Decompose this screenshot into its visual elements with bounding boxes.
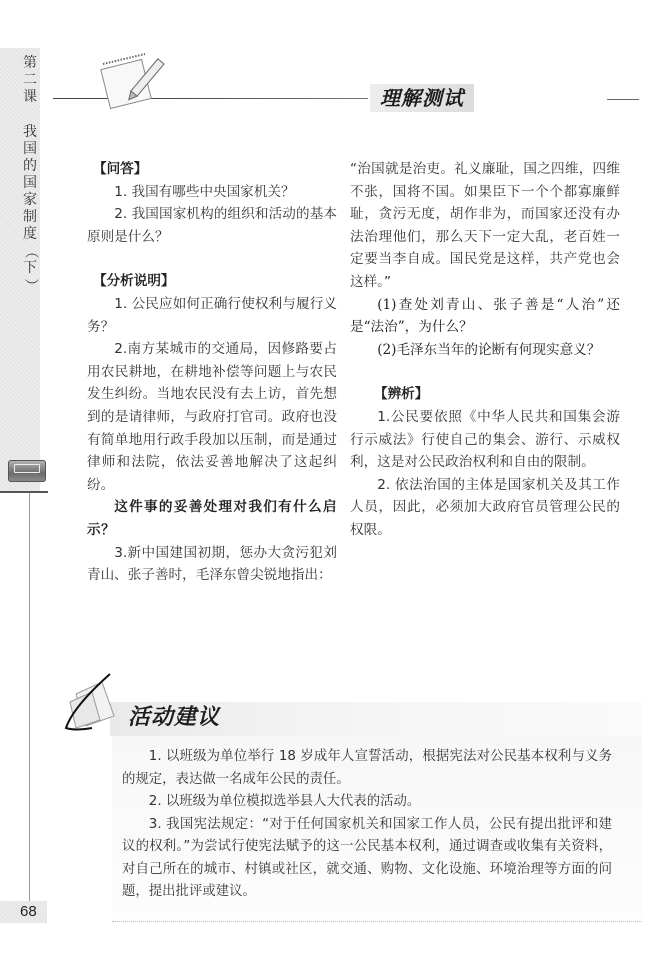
sub-question: (1)查处刘青山、张子善是“人治”还是“法治”，为什么？ bbox=[350, 296, 620, 336]
qa-item: 1. 我国有哪些中央国家机关？ bbox=[114, 183, 295, 200]
header-rule bbox=[148, 98, 368, 99]
spacer bbox=[350, 361, 620, 383]
sub-question: (2)毛泽东当年的论断有何现实意义？ bbox=[377, 341, 601, 358]
section-title-activity-suggestions: 活动建议 bbox=[128, 705, 221, 730]
spacer bbox=[87, 248, 337, 270]
activity-item: 1. 以班级为单位举行 18 岁成年人宣誓活动，根据宪法对公民基本权利与义务的规定，表达做一名成年公民的责任。 bbox=[122, 749, 612, 787]
chapter-char: 第 bbox=[23, 55, 37, 71]
title-char: 度 bbox=[23, 226, 37, 242]
title-char: 的 bbox=[23, 158, 37, 174]
divider bbox=[0, 491, 48, 493]
discrimination-heading: 【辨析】 bbox=[374, 386, 429, 403]
left-column bbox=[87, 158, 337, 587]
title-char: （ bbox=[22, 244, 39, 259]
header-rule-tail bbox=[607, 99, 639, 100]
analysis-heading: 【分析说明】 bbox=[93, 273, 175, 290]
mao-quote: “治国就是治吏。礼义廉耻，国之四维，四维不张，国将不国。如果臣下一个个都寡廉鲜耻，贪污无度，胡作非为，而国家还没有办法治理他们，那么天下一定大乱，老百姓一定要当李自成。国民党是这样，共产党也会这样。” bbox=[350, 161, 620, 290]
chapter-title-vertical bbox=[22, 55, 38, 294]
discrimination-item: 1.公民要依照《中华人民共和国集会游行示威法》行使自己的集会、游行、示威权利，这是对公民政治权利和自由的限制。 bbox=[350, 408, 620, 471]
spacer bbox=[22, 106, 38, 124]
paper-swoosh-icon bbox=[62, 672, 120, 732]
title-char: 国 bbox=[23, 175, 37, 191]
activity-item: 2. 以班级为单位模拟选举县人大代表的活动。 bbox=[148, 794, 421, 809]
analysis-question: 这件事的妥善处理对我们有什么启示？ bbox=[87, 499, 337, 538]
page-number: 68 bbox=[20, 903, 37, 920]
activity-item: 3. 我国宪法规定：“对于任何国家机关和国家工作人员，公民有提出批评和建议的权利。”为尝试行使宪法赋予的这一公民基本权利，通过调查或收集有关资料，对自己所在的城市、村镇或社区，就交通、购物、文化设施、环境治理等方面的问题，提出批评或建议。 bbox=[122, 816, 612, 899]
analysis-item: 2.南方某城市的交通局，因修路要占用农民耕地，在耕地补偿等问题上与农民发生纠纷。当地农民没有去上访，首先想到的是请律师，与政府打官司。政府也没有简单地用行政手段加以压制，而是通过律师和法院，依法妥善地解决了这起纠纷。 bbox=[87, 341, 337, 493]
title-char: 下 bbox=[23, 260, 37, 276]
section-title-understanding-test: 理解测试 bbox=[370, 84, 474, 112]
notebook-pencil-icon bbox=[100, 52, 166, 110]
chapter-char: 课 bbox=[23, 89, 37, 105]
activity-list bbox=[122, 746, 612, 904]
title-char: 制 bbox=[23, 209, 37, 225]
discrimination-item: 2. 依法治国的主体是国家机关及其工作人员，因此，必须加大政府官员管理公民的权限。 bbox=[350, 476, 620, 538]
item3-intro: 3.新中国建国初期，惩办大贪污犯刘青山、张子善时，毛泽东曾尖锐地指出： bbox=[87, 544, 337, 584]
title-char: ） bbox=[22, 278, 39, 293]
right-column bbox=[350, 158, 620, 542]
building-thumbnail-icon bbox=[8, 460, 46, 482]
margin-line bbox=[29, 493, 30, 901]
title-char: 我 bbox=[23, 124, 37, 140]
analysis-item: 1. 公民应如何正确行使权利与履行义务？ bbox=[87, 295, 337, 335]
title-char: 家 bbox=[23, 192, 37, 208]
qa-item: 2. 我国国家机构的组织和活动的基本原则是什么？ bbox=[87, 206, 337, 245]
qa-heading: 【问答】 bbox=[93, 161, 148, 177]
title-char: 国 bbox=[23, 141, 37, 157]
chapter-char: 二 bbox=[23, 72, 37, 88]
